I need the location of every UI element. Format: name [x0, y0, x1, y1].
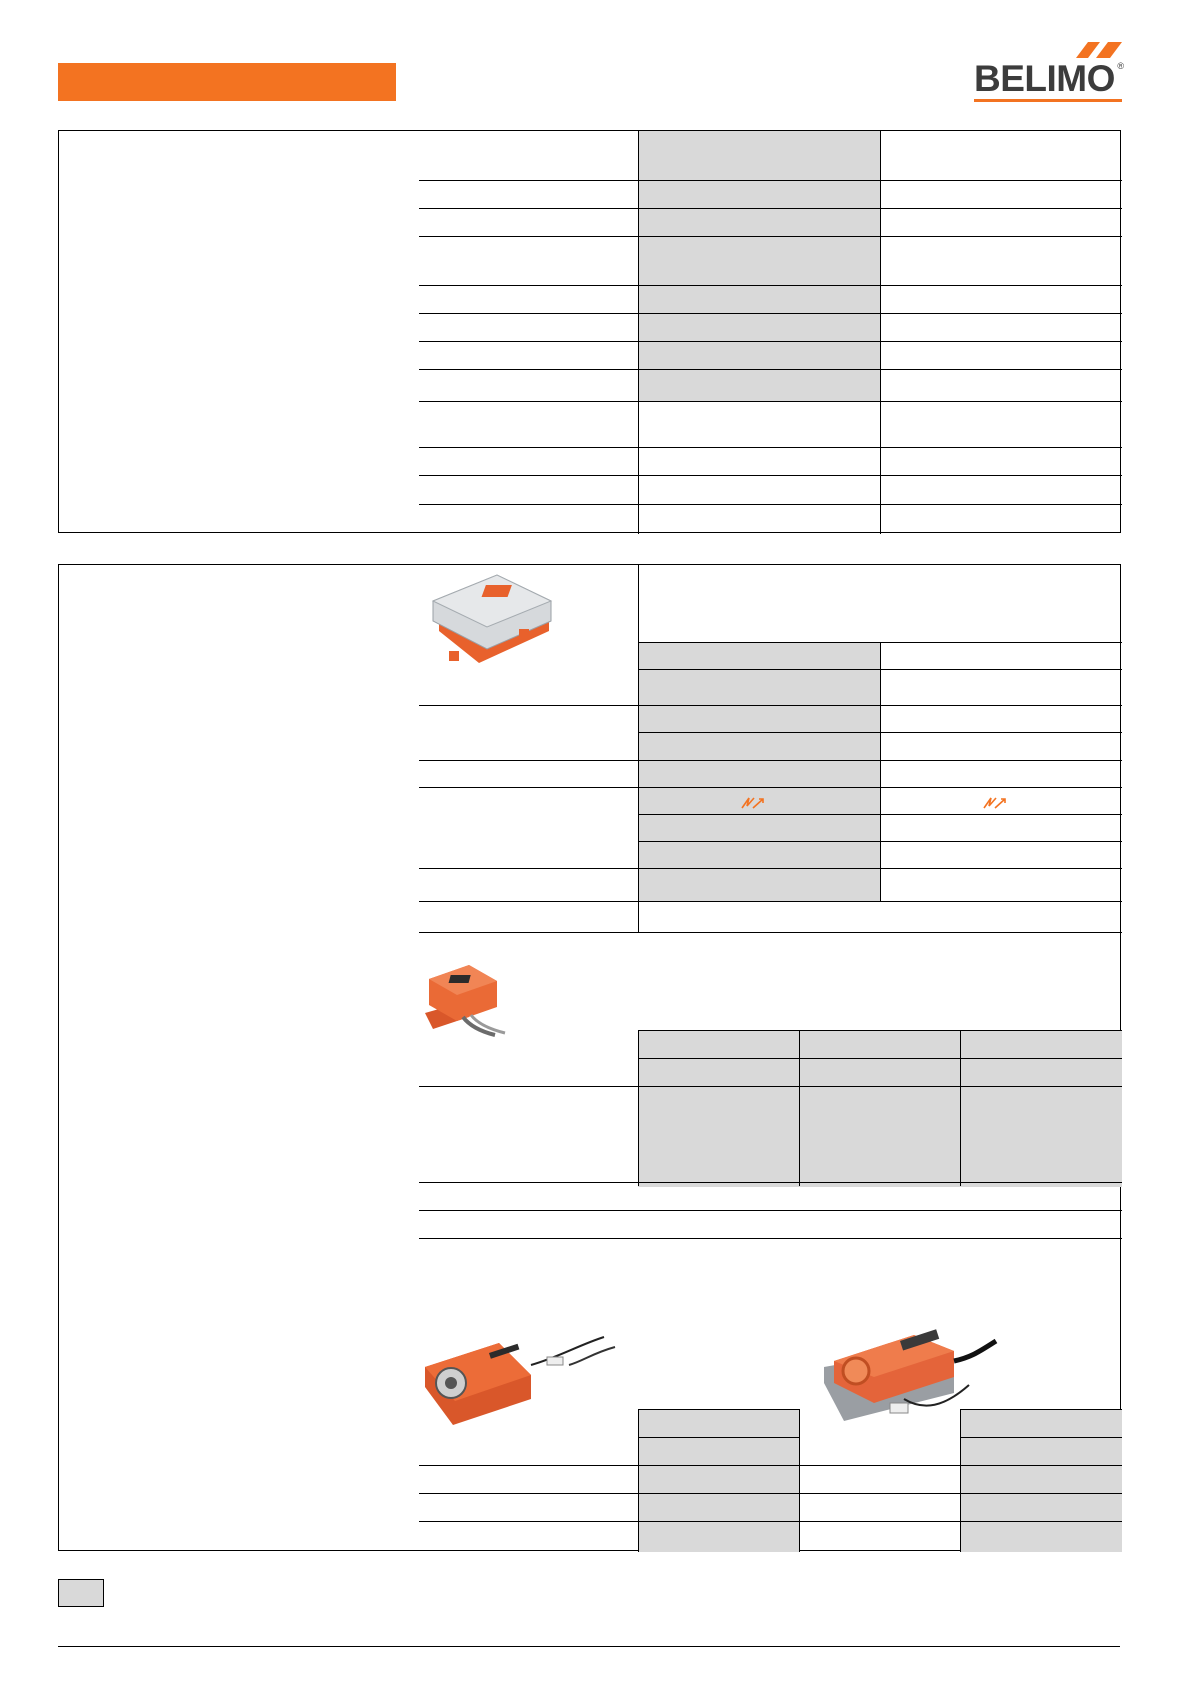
section-b-row-line [419, 932, 1122, 933]
table1-row-line [419, 313, 1122, 314]
logo-wordmark: BELIMO [974, 58, 1115, 99]
section-b-row-line [419, 1182, 1122, 1183]
section-c-row-line [419, 1465, 1122, 1466]
section-a-row-line [638, 669, 1122, 670]
logo-wings-icon [1066, 42, 1122, 58]
section-b-row-line [638, 1030, 1122, 1031]
section-c-col-divider-2 [799, 1409, 800, 1552]
table1-row-line [419, 369, 1122, 370]
table1-row-line [419, 447, 1122, 448]
grey-legend-swatch [58, 1579, 104, 1607]
signal-link-icon [981, 796, 1011, 810]
table1-grey-column [638, 131, 880, 401]
damper-actuator-image [419, 1327, 619, 1431]
table1-col-divider-2 [880, 131, 881, 534]
section-c-grey-col-3 [960, 1409, 1122, 1552]
section-c-grey-col-1 [638, 1409, 799, 1552]
table1-row-line [419, 180, 1122, 181]
section-c-row-line [960, 1409, 1122, 1410]
spec-table-1 [58, 130, 1121, 533]
section-b-grey-cells [638, 1030, 1122, 1187]
section-a-row-line [419, 760, 1122, 761]
table1-row-line [419, 285, 1122, 286]
section-c-row-line [960, 1437, 1122, 1438]
belimo-logo [974, 40, 1124, 106]
table1-row-line [419, 401, 1122, 402]
table1-row-line [419, 236, 1122, 237]
section-a-row-line [638, 814, 1122, 815]
section-c-col-divider-1 [638, 1409, 639, 1552]
footer-rule [58, 1646, 1120, 1647]
section-c-row-line [419, 1521, 1122, 1522]
section-a-row-line [638, 642, 1122, 643]
section-b-row-line [638, 1058, 1122, 1059]
section-b-row-line [419, 1086, 1122, 1087]
section-c-row-line [638, 1409, 799, 1410]
section-a-col-divider-2 [880, 642, 881, 901]
table1-row-line [419, 475, 1122, 476]
section-a-row-line [419, 868, 1122, 869]
table1-row-line [419, 504, 1122, 505]
section-b-row-line [419, 1210, 1122, 1211]
table1-col-divider-1 [638, 131, 639, 534]
spec-table-2 [58, 564, 1121, 1551]
section-a-row-line [638, 841, 1122, 842]
section-a-row-line [419, 705, 1122, 706]
table1-row-line [419, 341, 1122, 342]
logo-underline [974, 99, 1122, 102]
module-transparent-cover-image [419, 571, 561, 675]
section-b-col-divider-1 [638, 1030, 639, 1186]
section-c-row-line [419, 1238, 1122, 1239]
section-b-col-divider-3 [960, 1030, 961, 1186]
logo-registered-mark: ® [1117, 61, 1124, 71]
signal-link-icon [739, 796, 769, 810]
table1-row-line [419, 208, 1122, 209]
section-a-col-divider-1 [638, 565, 639, 932]
junction-box-image [419, 959, 515, 1043]
section-c-row-line [419, 1493, 1122, 1494]
section-c-row-line [638, 1437, 799, 1438]
section-c-col-divider-3 [960, 1409, 961, 1552]
header-accent-bar [58, 63, 396, 101]
section-a-grey-cells [638, 642, 880, 901]
section-a-row-line [419, 787, 1122, 788]
section-a-row-line [638, 732, 1122, 733]
section-a-row-line [419, 901, 1122, 902]
section-b-col-divider-2 [799, 1030, 800, 1186]
